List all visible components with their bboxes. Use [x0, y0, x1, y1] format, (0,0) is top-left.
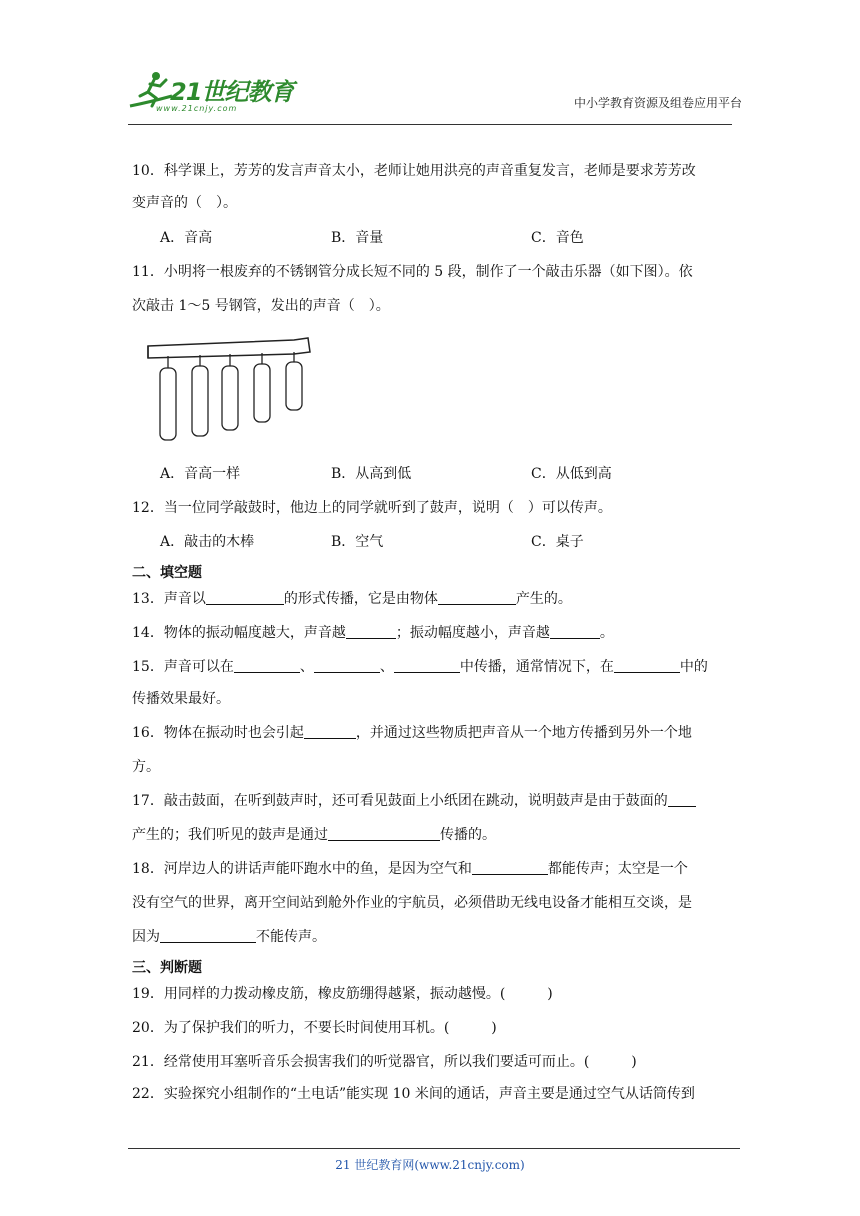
q14-text-1: 14．物体的振动幅度越大，声音越 [132, 625, 346, 641]
q13-text-3: 产生的。 [515, 591, 572, 607]
q10-option-b: B．音量 [331, 230, 384, 246]
q16-text-1: 16．物体在振动时也会引起 [132, 725, 304, 741]
q15-text-1: 15．声音可以在 [132, 659, 234, 675]
q18-blank-2 [160, 928, 256, 943]
q17-text-2: 产生的；我们听见的鼓声是通过 [132, 827, 328, 843]
q17-text-3: 传播的。 [440, 827, 496, 843]
q15-blank-3 [394, 658, 460, 673]
logo-text: 21世纪教育 [170, 78, 294, 106]
q15-line1 [132, 658, 708, 676]
q18-line1 [132, 860, 688, 878]
q16-line1 [132, 724, 692, 742]
footer-text[interactable]: 21 世纪教育网(www.21cnjy.com) [335, 1158, 525, 1172]
q13-blank-2 [438, 590, 516, 605]
q20: 20．为了保护我们的听力，不要长时间使用耳机。( ) [132, 1020, 497, 1036]
q18-text-4: 不能传声。 [256, 929, 326, 945]
q18-line2: 没有空气的世界，离开空间站到舱外作业的宇航员，必须借助无线电设备才能相互交谈，是 [132, 895, 692, 911]
q15-text-5: 中的 [679, 659, 708, 675]
q14-text-3: 。 [599, 625, 614, 641]
q12-line1: 12．当一位同学敲鼓时，他边上的同学就听到了鼓声，说明（ ）可以传声。 [132, 500, 612, 516]
header-divider [128, 124, 732, 125]
q18-blank-1 [472, 860, 548, 875]
q14-blank-2 [550, 624, 600, 639]
q16-text-2: ，并通过这些物质把声音从一个地方传播到另外一个地 [355, 725, 692, 741]
q12-option-a: A．敲击的木棒 [160, 534, 255, 550]
q17-line2 [132, 826, 496, 844]
q14-blank-1 [346, 624, 396, 639]
q21: 21．经常使用耳塞听音乐会损害我们的听觉器官，所以我们要适可而止。( ) [132, 1054, 637, 1070]
q11-line1: 11．小明将一根废弃的不锈钢管分成长短不同的 5 段，制作了一个敲击乐器（如下图）。依 [132, 264, 693, 280]
chimes-figure [144, 336, 314, 448]
q18-text-3: 因为 [132, 929, 160, 945]
logo-url: www.21cnjy.com [156, 104, 238, 113]
q18-text-2: 都能传声；太空是一个 [547, 861, 688, 877]
q10-option-a: A．音高 [160, 230, 213, 246]
q13 [132, 590, 572, 608]
footer-divider [128, 1148, 740, 1149]
q15-text-2: 、 [299, 659, 314, 675]
q17-text-1: 17．敲击鼓面，在听到鼓声时，还可看见鼓面上小纸团在跳动，说明鼓声是由于鼓面的 [132, 793, 668, 809]
q18-line3 [132, 928, 326, 946]
q15-text-4: 中传播，通常情况下，在 [459, 659, 614, 675]
q13-text-1: 13．声音以 [132, 591, 206, 607]
q22: 22．实验探究小组制作的“土电话”能实现 10 米间的通话，声音主要是通过空气从话筒传到 [132, 1086, 695, 1102]
q11-option-b: B．从高到低 [331, 466, 412, 482]
q15-blank-4 [614, 658, 680, 673]
page-header [120, 66, 742, 118]
platform-text: 中小学教育资源及组卷应用平台 [573, 96, 742, 110]
q10-option-c: C．音色 [531, 230, 584, 246]
q15-blank-2 [314, 658, 380, 673]
q10-line1: 10．科学课上，芳芳的发言声音太小，老师让她用洪亮的声音重复发言，老师是要求芳芳改 [132, 163, 696, 179]
q19: 19．用同样的力拨动橡皮筋，橡皮筋绷得越紧，振动越慢。( ) [132, 986, 553, 1002]
q11-option-a: A．音高一样 [160, 466, 241, 482]
q10-line2: 变声音的（ ）。 [132, 195, 237, 211]
q15-text-3: 、 [379, 659, 394, 675]
q12-option-b: B．空气 [331, 534, 384, 550]
q12-option-c: C．桌子 [531, 534, 584, 550]
q16-line2: 方。 [132, 759, 160, 775]
section-fill-blank-title: 二、填空题 [132, 565, 202, 581]
section-judgement-title: 三、判断题 [132, 960, 202, 976]
q13-text-2: 的形式传播，它是由物体 [283, 591, 438, 607]
q14 [132, 624, 614, 642]
q15-line2: 传播效果最好。 [132, 691, 230, 707]
q15-blank-1 [234, 658, 300, 673]
q17-blank-2 [328, 826, 440, 841]
site-logo [120, 66, 300, 118]
q16-blank-1 [304, 724, 356, 739]
q14-text-2: ；振动幅度越小，声音越 [395, 625, 550, 641]
q11-option-c: C．从低到高 [531, 466, 612, 482]
q11-line2: 次敲击 1～5 号钢管，发出的声音（ ）。 [132, 298, 390, 314]
q13-blank-1 [206, 590, 284, 605]
q17-line1 [132, 792, 696, 810]
q18-text-1: 18．河岸边人的讲话声能吓跑水中的鱼，是因为空气和 [132, 861, 472, 877]
q17-blank-1 [668, 792, 696, 807]
